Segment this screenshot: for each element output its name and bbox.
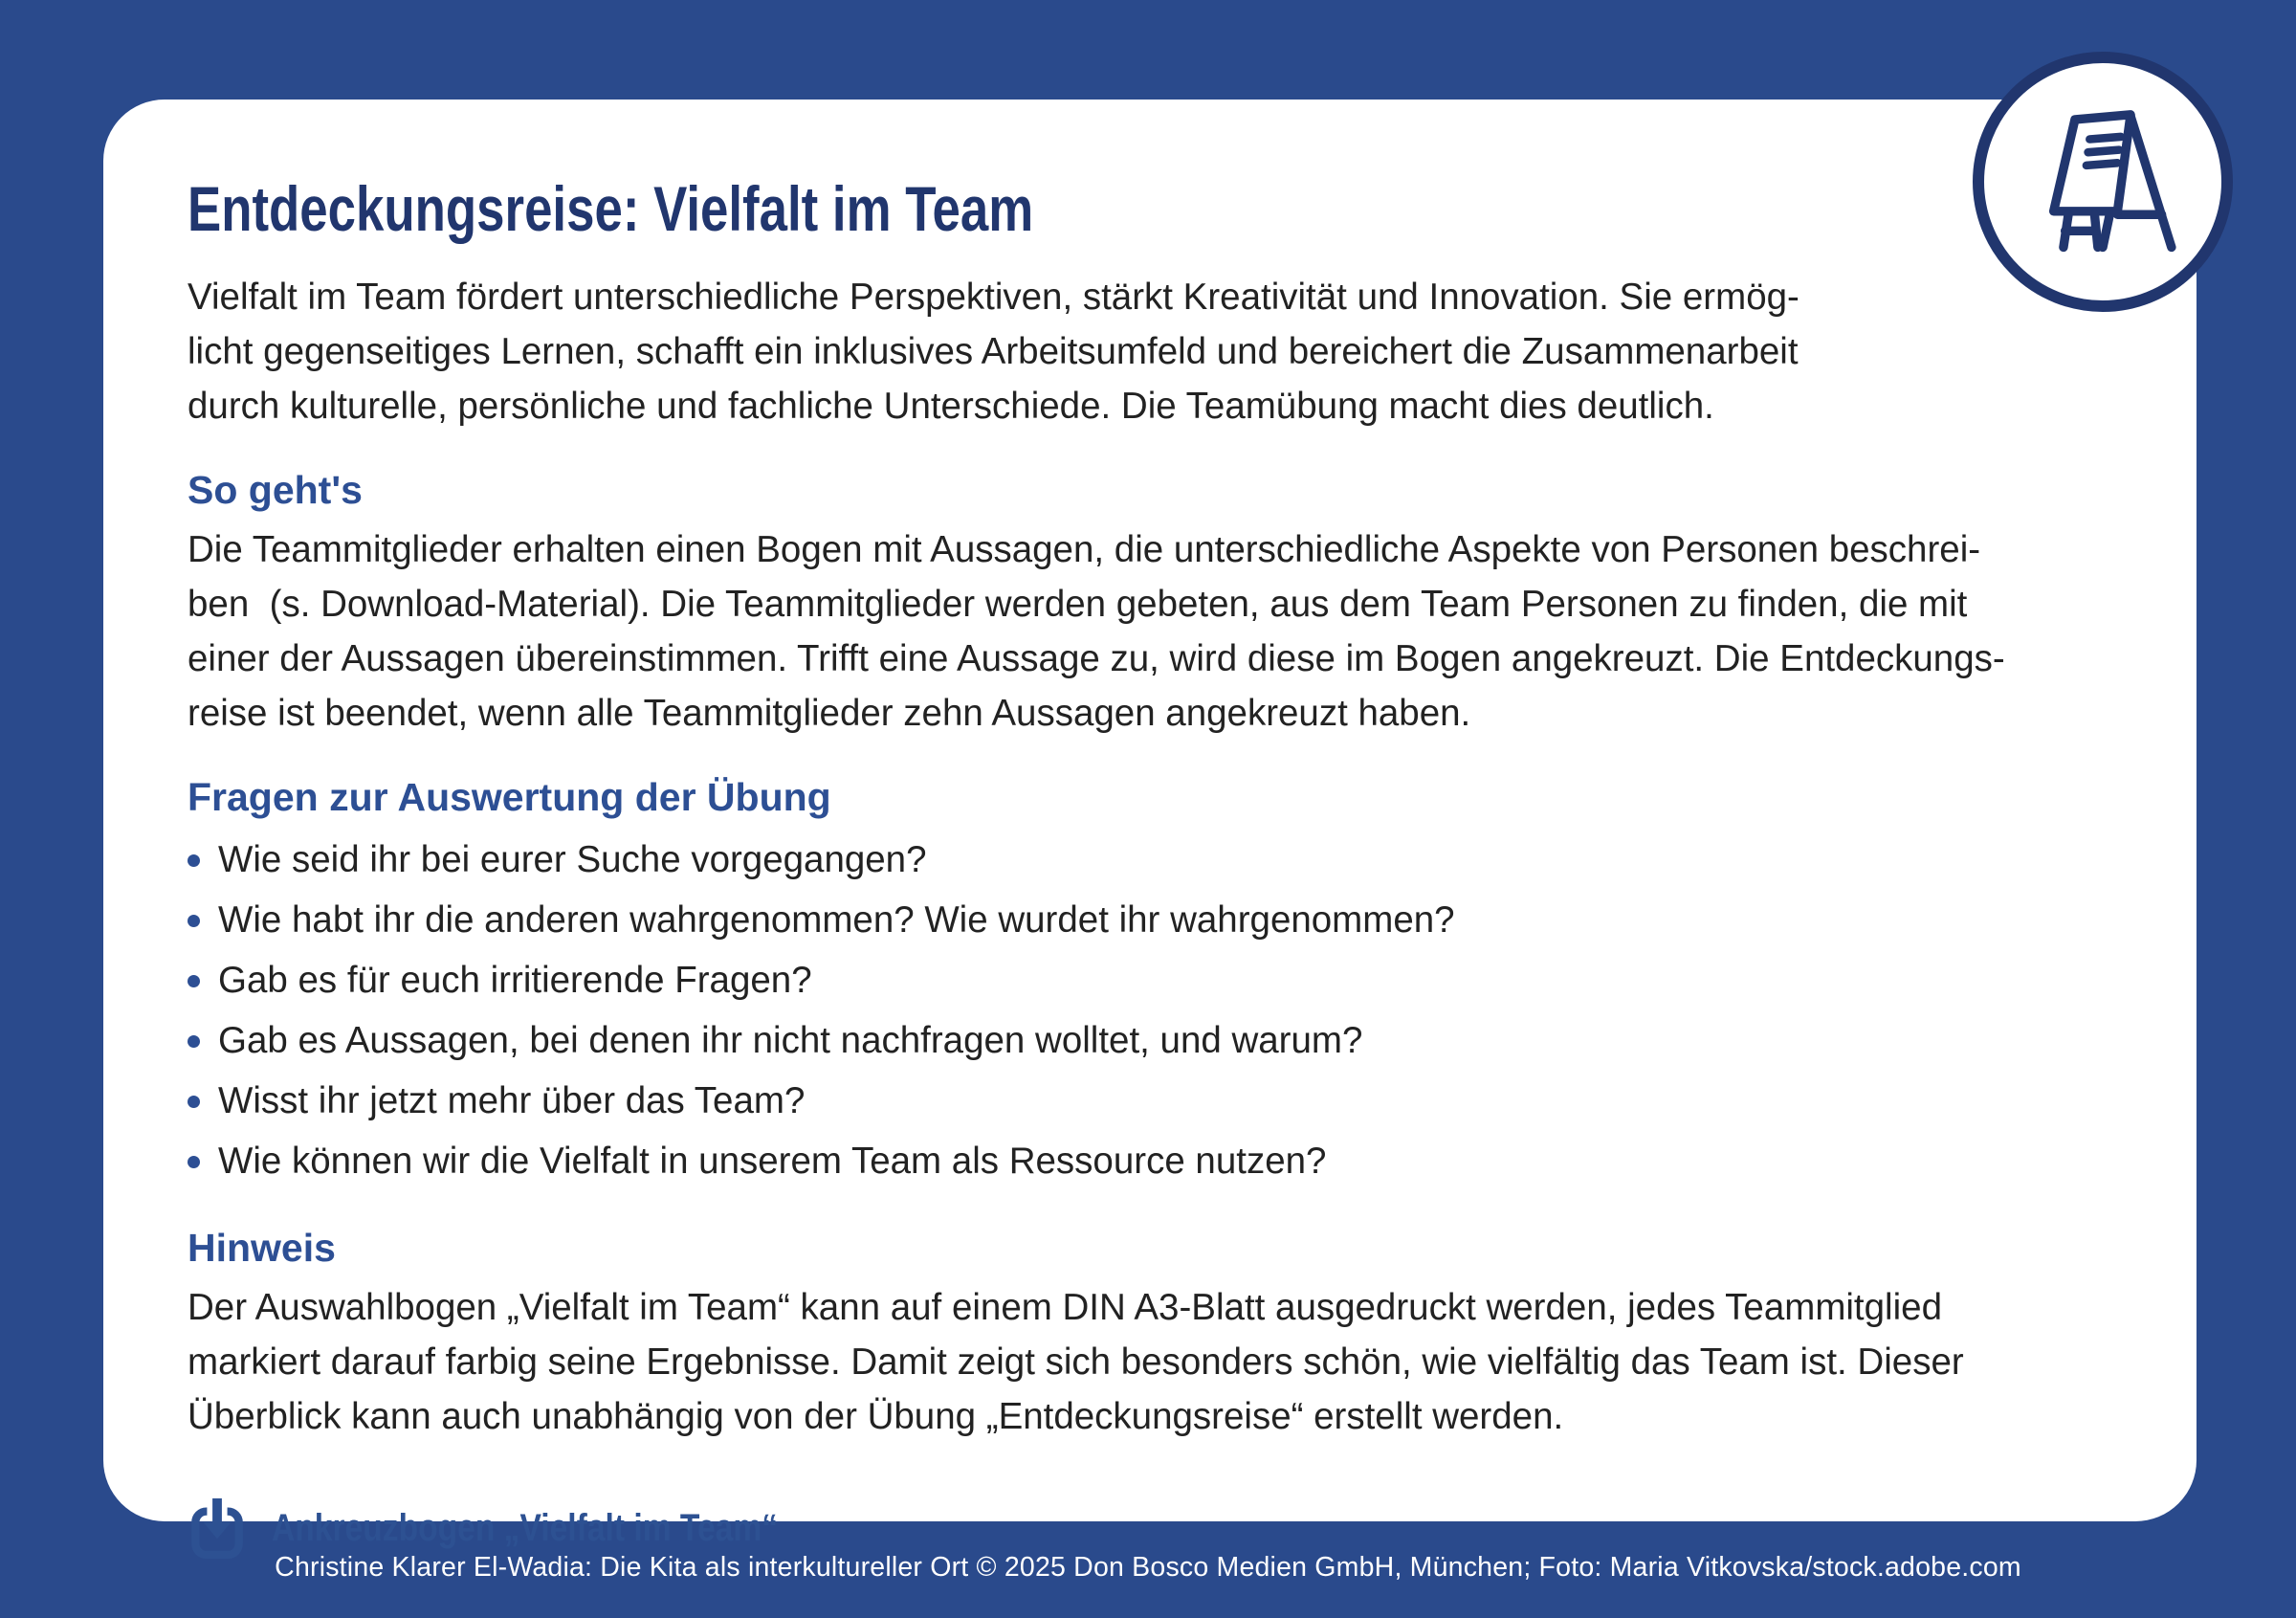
list-item-text: Gab es Aussagen, bei denen ihr nicht nachfragen wolltet, und warum? [218,1020,1363,1061]
footer-credit: Christine Klarer El-Wadia: Die Kita als interkultureller Ort © 2025 Don Bosco Medien GmbH, München; Foto: Maria Vitkovska/stock.adobe.com [275,1552,2021,1583]
bullet-icon [188,1096,200,1108]
content-card [103,100,2197,1549]
intro-line: Vielfalt im Team fördert unterschiedliche Perspektiven, stärkt Kreativität und Innovation. Sie ermög- [188,277,1799,318]
bullet-icon [188,975,200,987]
list-item [188,830,2122,890]
list-item-text: Wie habt ihr die anderen wahrgenommen? Wie wurdet ihr wahrgenommen? [218,899,1455,941]
intro-line: licht gegenseitiges Lernen, schafft ein inklusives Arbeitsumfeld und bereichert die Zusammenarbeit [188,331,1799,372]
note-paragraph [188,1280,2122,1444]
how-paragraph [188,522,2122,741]
note-line: Der Auswahlbogen „Vielfalt im Team“ kann auf einem DIN A3-Blatt ausgedruckt werden, jedes Teammitglied [188,1287,1942,1328]
section-heading-questions: Fragen zur Auswertung der Übung [188,775,831,819]
bullet-icon [188,915,200,927]
note-line: markiert darauf farbig seine Ergebnisse. Damit zeigt sich besonders schön, wie vielfältig das Team ist. Dieser [188,1341,1964,1383]
list-item-text: Wisst ihr jetzt mehr über das Team? [218,1080,806,1121]
list-item [188,1071,2122,1131]
list-item-text: Wie können wir die Vielfalt in unserem Team als Ressource nutzen? [218,1141,1327,1182]
section-heading-how: So geht's [188,468,363,512]
list-item [188,1131,2122,1191]
list-item [188,950,2122,1010]
section-heading-note: Hinweis [188,1226,336,1270]
bullet-icon [188,854,200,867]
bullet-icon [188,1156,200,1168]
corner-badge [1973,52,2233,312]
intro-line: durch kulturelle, persönliche und fachliche Unterschiede. Die Teamübung macht dies deutlich. [188,386,1714,427]
easel-flipchart-icon [2020,97,2185,267]
intro-paragraph [188,270,2122,433]
how-line: einer der Aussagen übereinstimmen. Trifft eine Aussage zu, wird diese im Bogen angekreuzt. Die Entdeckungs- [188,638,2005,679]
list-item [188,890,2122,950]
list-item-text: Gab es für euch irritierende Fragen? [218,960,812,1001]
questions-list [188,830,2122,1191]
page-title: Entdeckungsreise: Vielfalt im Team [188,173,1034,244]
card-content [103,100,2197,1561]
list-item [188,1010,2122,1071]
how-line: ben (s. Download-Material). Die Teammitglieder werden gebeten, aus dem Team Personen zu finden, die mit [188,584,1968,625]
download-link-label: Ankreuzbogen „Vielfalt im Team“ [272,1506,779,1549]
note-line: Überblick kann auch unabhängig von der Übung „Entdeckungsreise“ erstellt werden. [188,1396,1564,1437]
bullet-icon [188,1035,200,1048]
list-item-text: Wie seid ihr bei eurer Suche vorgegangen? [218,839,927,880]
how-line: Die Teammitglieder erhalten einen Bogen mit Aussagen, die unterschiedliche Aspekte von Personen beschrei- [188,529,1981,570]
how-line: reise ist beendet, wenn alle Teammitglieder zehn Aussagen angekreuzt haben. [188,693,1471,734]
